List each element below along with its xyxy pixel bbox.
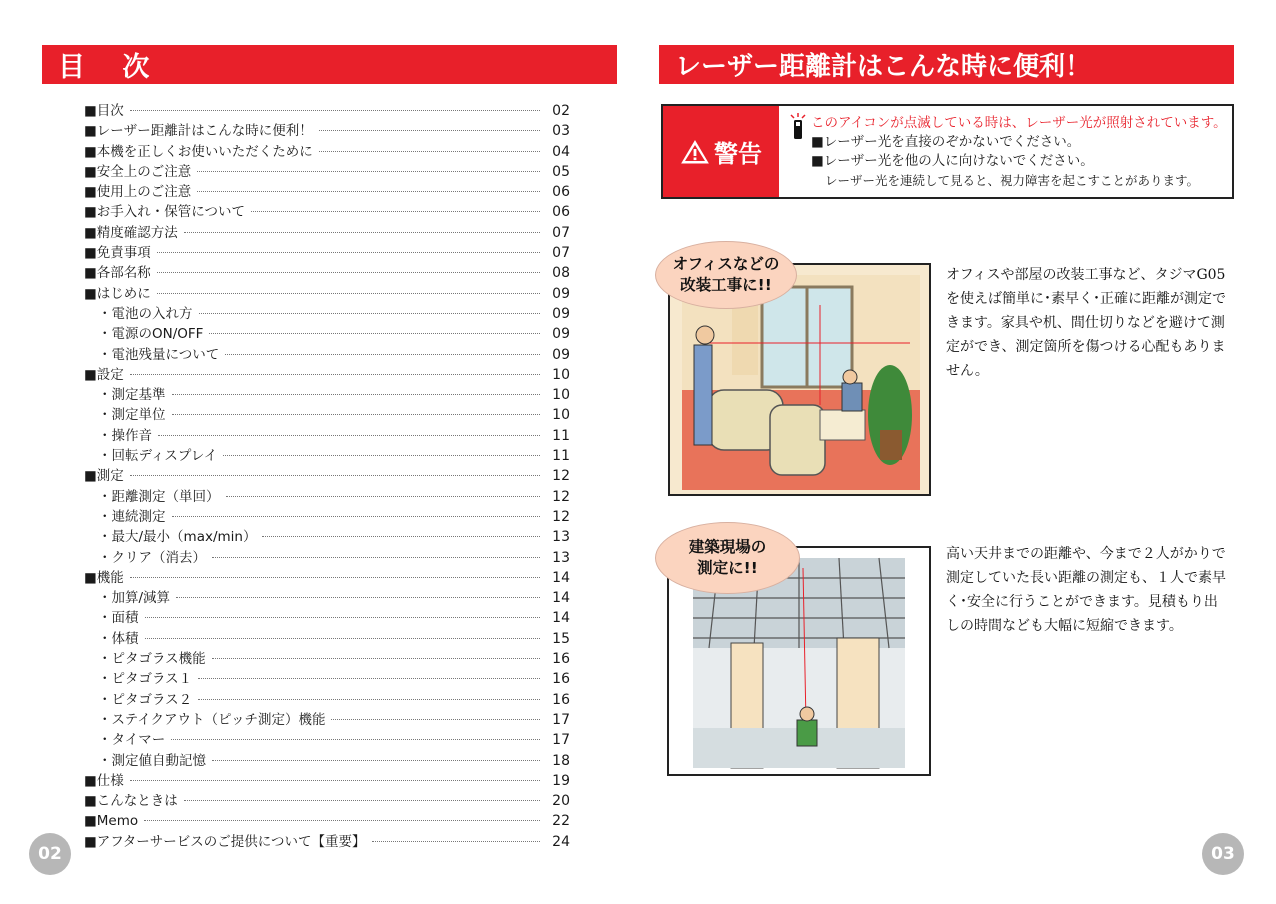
toc-entry-title: ・面積 bbox=[98, 610, 139, 627]
toc-leader-dots bbox=[209, 333, 540, 334]
toc-leader-dots bbox=[157, 252, 540, 253]
toc-leader-dots bbox=[172, 394, 541, 395]
toc-entry-title: ■お手入れ・保管について bbox=[84, 204, 245, 221]
toc-entry-page: 04 bbox=[552, 143, 570, 160]
toc-entry-page: 24 bbox=[552, 833, 570, 850]
toc-entry-page: 20 bbox=[552, 793, 570, 810]
toc-entry-title: ・操作音 bbox=[98, 427, 152, 444]
toc-entry[interactable] bbox=[84, 791, 570, 811]
toc-entry-page: 15 bbox=[552, 630, 570, 647]
toc-entry-page: 13 bbox=[552, 529, 570, 546]
toc-leader-dots bbox=[372, 841, 540, 842]
toc-leader-dots bbox=[144, 820, 540, 821]
toc-entry[interactable] bbox=[84, 202, 570, 222]
warning-label-text: 警告 bbox=[714, 140, 762, 168]
toc-entry-title: ・測定基準 bbox=[98, 387, 166, 404]
toc-leader-dots bbox=[197, 191, 540, 192]
toc-entry[interactable] bbox=[84, 304, 570, 324]
toc-leader-dots bbox=[331, 719, 540, 720]
toc-entry[interactable] bbox=[84, 710, 570, 730]
page-number-right: 03 bbox=[1202, 833, 1244, 875]
toc-leader-dots bbox=[226, 496, 541, 497]
toc-leader-dots bbox=[223, 455, 540, 456]
toc-entry[interactable] bbox=[84, 162, 570, 182]
toc-entry[interactable] bbox=[84, 751, 570, 771]
toc-entry[interactable] bbox=[84, 507, 570, 527]
toc-leader-dots bbox=[145, 617, 541, 618]
page-title: レーザー距離計はこんな時に便利！ bbox=[659, 45, 1234, 84]
toc-entry[interactable] bbox=[84, 690, 570, 710]
toc-leader-dots bbox=[172, 414, 541, 415]
toc-entry-title: ・ピタゴラス２ bbox=[98, 691, 193, 708]
site-description: 高い天井までの距離や、今まで２人がかりで測定していた長い距離の測定も、１人で素早く･安全に行うことができます。見積もり出しの時間なども大幅に短縮できます。 bbox=[946, 546, 1226, 634]
toc-entry-page: 11 bbox=[552, 448, 570, 465]
toc-entry[interactable] bbox=[84, 487, 570, 507]
page-number-left: 02 bbox=[29, 833, 71, 875]
toc-leader-dots bbox=[225, 354, 540, 355]
table-of-contents bbox=[84, 101, 570, 852]
toc-entry-page: 13 bbox=[552, 549, 570, 566]
toc-entry-title: ■アフターサービスのご提供について【重要】 bbox=[84, 833, 366, 850]
toc-entry[interactable] bbox=[84, 548, 570, 568]
toc-entry[interactable] bbox=[84, 101, 570, 121]
toc-entry-page: 10 bbox=[552, 387, 570, 404]
toc-leader-dots bbox=[172, 516, 541, 517]
toc-entry-title: ■精度確認方法 bbox=[84, 224, 178, 241]
laser-note-text: このアイコンが点滅している時は、レーザー光が照射されています。 bbox=[811, 115, 1227, 131]
toc-leader-dots bbox=[319, 130, 540, 131]
toc-entry-title: ・タイマー bbox=[98, 732, 166, 749]
toc-entry-title: ■レーザー距離計はこんな時に便利！ bbox=[84, 123, 313, 140]
site-callout-bubble bbox=[655, 522, 800, 594]
toc-entry[interactable] bbox=[84, 142, 570, 162]
toc-leader-dots bbox=[130, 110, 540, 111]
toc-entry[interactable] bbox=[84, 832, 570, 852]
toc-entry-title: ■機能 bbox=[84, 569, 124, 586]
toc-leader-dots bbox=[130, 780, 540, 781]
toc-entry[interactable] bbox=[84, 284, 570, 304]
toc-entry-title: ・測定単位 bbox=[98, 407, 166, 424]
toc-leader-dots bbox=[212, 760, 540, 761]
warning-box bbox=[661, 104, 1234, 199]
toc-leader-dots bbox=[158, 435, 540, 436]
toc-entry[interactable] bbox=[84, 568, 570, 588]
warning-label bbox=[663, 106, 779, 197]
toc-entry-page: 16 bbox=[552, 691, 570, 708]
toc-entry[interactable] bbox=[84, 345, 570, 365]
toc-entry[interactable] bbox=[84, 426, 570, 446]
toc-leader-dots bbox=[130, 374, 540, 375]
toc-entry-page: 18 bbox=[552, 752, 570, 769]
toc-entry[interactable] bbox=[84, 608, 570, 628]
toc-entry-page: 12 bbox=[552, 488, 570, 505]
toc-entry-page: 17 bbox=[552, 711, 570, 728]
office-bubble-line-1: オフィスなどの bbox=[672, 255, 780, 273]
toc-leader-dots bbox=[198, 699, 540, 700]
toc-leader-dots bbox=[130, 475, 540, 476]
toc-entry-title: ■設定 bbox=[84, 366, 124, 383]
toc-entry-page: 16 bbox=[552, 671, 570, 688]
toc-entry-page: 08 bbox=[552, 265, 570, 282]
toc-entry-page: 09 bbox=[552, 305, 570, 322]
toc-entry-title: ・ピタゴラス１ bbox=[98, 671, 193, 688]
toc-entry-page: 06 bbox=[552, 184, 570, 201]
toc-entry-page: 14 bbox=[552, 610, 570, 627]
toc-leader-dots bbox=[157, 293, 540, 294]
toc-entry-page: 06 bbox=[552, 204, 570, 221]
toc-leader-dots bbox=[262, 536, 540, 537]
toc-entry[interactable] bbox=[84, 629, 570, 649]
toc-leader-dots bbox=[251, 211, 540, 212]
toc-leader-dots bbox=[184, 800, 540, 801]
toc-entry-title: ・体積 bbox=[98, 630, 139, 647]
toc-entry-page: 14 bbox=[552, 569, 570, 586]
toc-entry[interactable] bbox=[84, 182, 570, 202]
toc-entry-title: ■安全上のご注意 bbox=[84, 163, 192, 180]
toc-entry-title: ・電源のON/OFF bbox=[98, 326, 204, 343]
toc-entry-title: ・測定値自動記憶 bbox=[98, 752, 206, 769]
office-callout-bubble bbox=[655, 241, 797, 309]
toc-entry-title: ・ステイクアウト（ピッチ測定）機能 bbox=[98, 711, 326, 728]
toc-entry[interactable] bbox=[84, 365, 570, 385]
toc-entry[interactable] bbox=[84, 446, 570, 466]
toc-entry[interactable] bbox=[84, 263, 570, 283]
toc-leader-dots bbox=[212, 557, 540, 558]
toc-leader-dots bbox=[171, 739, 540, 740]
toc-entry-page: 07 bbox=[552, 224, 570, 241]
toc-entry[interactable] bbox=[84, 466, 570, 486]
toc-entry-page: 22 bbox=[552, 813, 570, 830]
warning-line-2: ■レーザー光を他の人に向けないでください。 bbox=[811, 153, 1094, 169]
toc-leader-dots bbox=[198, 678, 540, 679]
laser-note-row bbox=[789, 114, 1232, 133]
toc-entry-title: ■Memo bbox=[84, 813, 139, 830]
toc-entry[interactable] bbox=[84, 588, 570, 608]
toc-leader-dots bbox=[319, 151, 540, 152]
toc-leader-dots bbox=[130, 577, 540, 578]
toc-entry-page: 03 bbox=[552, 123, 570, 140]
toc-entry-page: 09 bbox=[552, 346, 570, 363]
toc-entry[interactable] bbox=[84, 771, 570, 791]
toc-entry-title: ■はじめに bbox=[84, 285, 151, 302]
toc-entry-title: ■測定 bbox=[84, 468, 124, 485]
toc-entry-page: 07 bbox=[552, 245, 570, 262]
toc-entry-title: ■各部名称 bbox=[84, 265, 151, 282]
toc-entry-page: 17 bbox=[552, 732, 570, 749]
toc-entry-page: 09 bbox=[552, 326, 570, 343]
laser-emit-icon bbox=[789, 112, 807, 142]
toc-entry-page: 11 bbox=[552, 427, 570, 444]
toc-entry-page: 12 bbox=[552, 468, 570, 485]
toc-entry-title: ・クリア（消去） bbox=[98, 549, 206, 566]
warning-note: レーザー光を連続して見ると、視力障害を起こすことがあります。 bbox=[825, 173, 1200, 188]
warning-triangle-icon bbox=[680, 139, 710, 165]
toc-entry[interactable] bbox=[84, 385, 570, 405]
toc-entry[interactable] bbox=[84, 669, 570, 689]
toc-entry-title: ■本機を正しくお使いいただくために bbox=[84, 143, 313, 160]
toc-entry-title: ■こんなときは bbox=[84, 793, 178, 810]
toc-entry-page: 12 bbox=[552, 508, 570, 525]
toc-entry-title: ・加算/減算 bbox=[98, 590, 171, 607]
toc-entry-page: 14 bbox=[552, 590, 570, 607]
toc-leader-dots bbox=[176, 597, 540, 598]
toc-leader-dots bbox=[197, 171, 540, 172]
toc-entry-page: 02 bbox=[552, 103, 570, 119]
toc-entry[interactable] bbox=[84, 243, 570, 263]
site-bubble-line-1: 建築現場の bbox=[688, 538, 767, 556]
toc-leader-dots bbox=[145, 638, 541, 639]
toc-entry[interactable] bbox=[84, 121, 570, 141]
toc-entry-title: ・回転ディスプレイ bbox=[98, 448, 218, 465]
warning-line-1: ■レーザー光を直接のぞかないでください。 bbox=[811, 134, 1081, 150]
toc-entry-page: 19 bbox=[552, 772, 570, 789]
office-description: オフィスや部屋の改装工事など、タジマG05を使えば簡単に･素早く･正確に距離が測定できます。家具や机、間仕切りなどを避けて測定ができ、測定箇所を傷つける心配もありません。 bbox=[946, 267, 1226, 379]
toc-leader-dots bbox=[212, 658, 540, 659]
toc-entry-page: 09 bbox=[552, 285, 570, 302]
toc-leader-dots bbox=[199, 313, 541, 314]
toc-entry[interactable] bbox=[84, 730, 570, 750]
toc-entry[interactable] bbox=[84, 405, 570, 425]
toc-entry[interactable] bbox=[84, 649, 570, 669]
toc-leader-dots bbox=[157, 272, 540, 273]
toc-entry[interactable] bbox=[84, 223, 570, 243]
toc-entry-title: ・連続測定 bbox=[98, 508, 166, 525]
toc-entry-page: 10 bbox=[552, 407, 570, 424]
toc-entry-title: ・ピタゴラス機能 bbox=[98, 651, 206, 668]
toc-leader-dots bbox=[184, 232, 540, 233]
toc-entry[interactable] bbox=[84, 324, 570, 344]
toc-header: 目 次 bbox=[42, 45, 617, 84]
toc-entry-page: 10 bbox=[552, 366, 570, 383]
toc-entry-title: ■使用上のご注意 bbox=[84, 184, 192, 201]
office-bubble-line-2: 改装工事に!! bbox=[680, 276, 772, 294]
toc-entry-page: 16 bbox=[552, 651, 570, 668]
toc-entry-title: ■目次 bbox=[84, 103, 124, 119]
toc-entry-page: 05 bbox=[552, 163, 570, 180]
toc-entry-title: ・電池残量について bbox=[98, 346, 220, 363]
toc-entry-title: ・距離測定（単回） bbox=[98, 488, 220, 505]
toc-entry-title: ・最大/最小（max/min） bbox=[98, 529, 257, 546]
toc-entry[interactable] bbox=[84, 527, 570, 547]
warning-body bbox=[779, 106, 1232, 197]
toc-entry-title: ■免責事項 bbox=[84, 245, 151, 262]
site-bubble-line-2: 測定に!! bbox=[697, 559, 758, 577]
toc-entry[interactable] bbox=[84, 811, 570, 831]
toc-entry-title: ・電池の入れ方 bbox=[98, 305, 193, 322]
toc-entry-title: ■仕様 bbox=[84, 772, 124, 789]
